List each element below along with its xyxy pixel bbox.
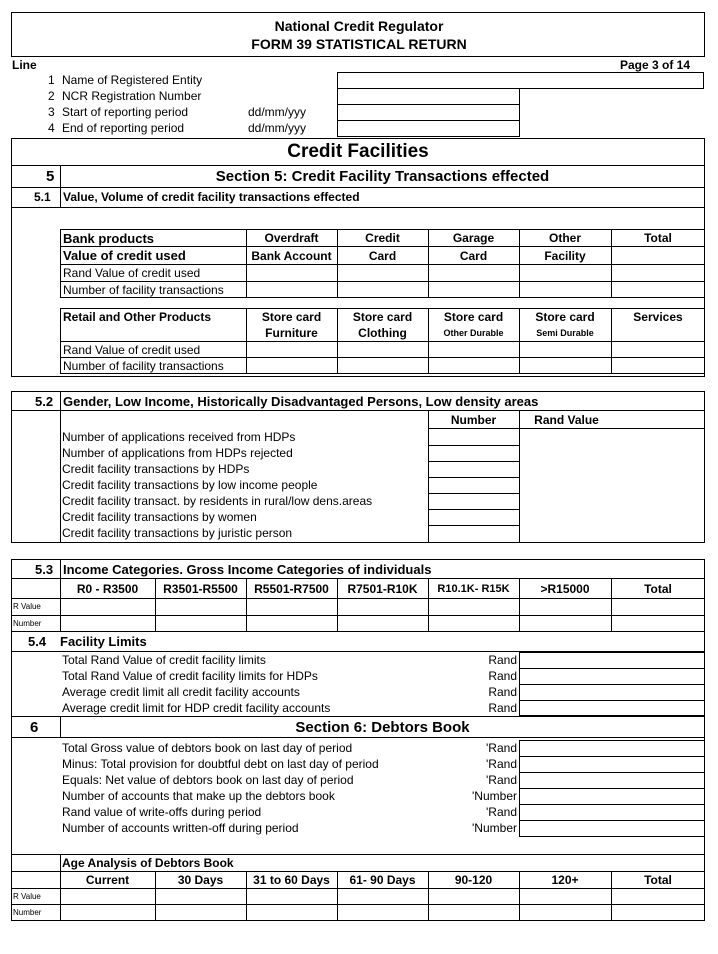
- row-label: Number of facility transactions: [63, 359, 224, 373]
- row-label: Number of applications received from HDPs: [62, 430, 296, 444]
- col-header: Credit: [365, 231, 400, 245]
- regulator-name: National Credit Regulator: [274, 18, 444, 34]
- form-title: FORM 39 STATISTICAL RETURN: [251, 36, 467, 52]
- income-col-header: Total: [644, 582, 672, 596]
- unit-label: 'Number: [472, 821, 517, 835]
- row-label: Credit facility transactions by low income people: [62, 478, 318, 492]
- subsection-number: 5.4: [28, 634, 47, 649]
- row-label: Credit facility transactions by women: [62, 510, 257, 524]
- debtors-label: Total Gross value of debtors book on last day of period: [62, 741, 353, 755]
- subsection-number: 5.1: [34, 190, 51, 204]
- col-header: Store card: [443, 310, 504, 324]
- subsection-5-4-title: Facility Limits: [60, 634, 147, 649]
- limit-label: Total Rand Value of credit facility limits: [62, 653, 266, 667]
- age-col-header: 61- 90 Days: [349, 873, 416, 887]
- income-col-header: R0 - R3500: [76, 582, 139, 596]
- debtors-value-field[interactable]: [519, 788, 705, 805]
- row-label: Rand Value of credit used: [63, 343, 201, 357]
- row-label: Number of applications from HDPs rejected: [62, 446, 293, 460]
- income-col-header: R3501-R5500: [163, 582, 238, 596]
- row-label: Credit facility transactions by juristic person: [62, 526, 293, 540]
- unit-label: 'Number: [472, 789, 517, 803]
- unit-label: 'Rand: [486, 805, 517, 819]
- date-format-hint: dd/mm/yyy: [248, 121, 307, 135]
- col-header-number: Number: [450, 413, 497, 427]
- section-5-title: Section 5: Credit Facility Transactions effected: [215, 168, 550, 185]
- unit-label: 'Rand: [486, 741, 517, 755]
- section-number: 5: [46, 168, 55, 185]
- limit-value-field[interactable]: [519, 700, 705, 716]
- unit-label: Rand: [488, 685, 517, 699]
- row-label: Number of facility transactions: [63, 283, 224, 297]
- age-col-header: Total: [644, 873, 672, 887]
- unit-label: Rand: [488, 669, 517, 683]
- end-period-field[interactable]: [337, 120, 520, 137]
- date-format-hint: dd/mm/yyy: [248, 105, 307, 119]
- subsection-5-3-title: Income Categories. Gross Income Categories of individuals: [63, 562, 432, 577]
- unit-label: Rand: [488, 653, 517, 667]
- col-header: Services: [633, 310, 683, 324]
- limit-label: Total Rand Value of credit facility limits for HDPs: [62, 669, 318, 683]
- ncr-number-field[interactable]: [337, 88, 520, 105]
- subsection-5-1-title: Value, Volume of credit facility transactions effected: [63, 190, 360, 204]
- col-header-rand-value: Rand Value: [534, 413, 599, 427]
- row-label: R Value: [13, 602, 41, 611]
- col-subheader: Card: [459, 249, 488, 263]
- start-period-field[interactable]: [337, 104, 520, 121]
- col-subheader: Semi Durable: [536, 328, 594, 338]
- line-number: 2: [48, 89, 55, 103]
- age-col-header: 30 Days: [177, 873, 224, 887]
- entity-label: Name of Registered Entity: [62, 73, 203, 87]
- limit-label: Average credit limit all credit facility accounts: [62, 685, 300, 699]
- line-number: 3: [48, 105, 55, 119]
- income-col-header: >R15000: [540, 582, 590, 596]
- age-col-header: Current: [85, 873, 130, 887]
- age-col-header: 90-120: [454, 873, 493, 887]
- section-number: 6: [30, 719, 39, 736]
- row-label: R Value: [13, 892, 41, 901]
- entity-name-field[interactable]: [337, 72, 704, 89]
- debtors-value-field[interactable]: [519, 804, 705, 821]
- unit-label: 'Rand: [486, 773, 517, 787]
- limit-label: Average credit limit for HDP credit facility accounts: [62, 701, 331, 715]
- row-label: Credit facility transactions by HDPs: [62, 462, 250, 476]
- income-col-header: R7501-R10K: [347, 582, 418, 596]
- debtors-label: Rand value of write-offs during period: [62, 805, 262, 819]
- debtors-value-field[interactable]: [519, 756, 705, 773]
- debtors-label: Minus: Total provision for doubtful debt on last day of period: [62, 757, 379, 771]
- subsection-5-2-title: Gender, Low Income, Historically Disadvantaged Persons, Low density areas: [63, 394, 539, 409]
- income-col-header: R10.1K- R15K: [437, 583, 510, 595]
- limit-value-field[interactable]: [519, 652, 705, 669]
- retail-products-heading: Retail and Other Products: [63, 310, 212, 324]
- debtors-label: Number of accounts that make up the debtors book: [62, 789, 335, 803]
- limit-value-field[interactable]: [519, 668, 705, 685]
- credit-facilities-title: Credit Facilities: [287, 141, 429, 162]
- value-of-credit-heading: Value of credit used: [63, 248, 186, 263]
- col-header: Overdraft: [264, 231, 319, 245]
- entity-label: End of reporting period: [62, 121, 185, 135]
- col-subheader: Other Durable: [443, 328, 504, 338]
- col-subheader: Card: [368, 249, 397, 263]
- bank-products-heading: Bank products: [63, 231, 155, 246]
- row-label: Rand Value of credit used: [63, 266, 201, 280]
- col-subheader: Clothing: [358, 326, 407, 340]
- row-label: Number: [13, 908, 42, 917]
- col-header: Garage: [452, 231, 495, 245]
- limit-value-field[interactable]: [519, 684, 705, 701]
- unit-label: 'Rand: [486, 757, 517, 771]
- debtors-value-field[interactable]: [519, 772, 705, 789]
- debtors-label: Equals: Net value of debtors book on last day of period: [62, 773, 354, 787]
- section-6-title: Section 6: Debtors Book: [295, 719, 470, 736]
- income-col-header: R5501-R7500: [254, 582, 329, 596]
- debtors-label: Number of accounts written-off during period: [62, 821, 299, 835]
- form-header: [11, 12, 705, 57]
- col-subheader: Facility: [544, 249, 586, 263]
- entity-label: NCR Registration Number: [62, 89, 202, 103]
- col-subheader: Furniture: [265, 326, 318, 340]
- col-header: Store card: [352, 310, 413, 324]
- age-analysis-title: Age Analysis of Debtors Book: [62, 856, 234, 870]
- page-number: Page 3 of 14: [620, 58, 691, 72]
- age-col-header: 120+: [551, 873, 579, 887]
- line-label: Line: [12, 58, 37, 72]
- debtors-value-field[interactable]: [519, 820, 705, 837]
- row-label: Credit facility transact. by residents in rural/low dens.areas: [62, 494, 373, 508]
- subsection-number: 5.3: [35, 562, 54, 577]
- line-number: 1: [48, 73, 55, 87]
- row-label: Number: [13, 619, 42, 628]
- unit-label: Rand: [488, 701, 517, 715]
- col-header: Total: [644, 231, 672, 245]
- col-header: Other: [548, 231, 581, 245]
- debtors-value-field[interactable]: [519, 740, 705, 757]
- entity-label: Start of reporting period: [62, 105, 189, 119]
- col-header: Store card: [535, 310, 595, 324]
- line-number: 4: [48, 121, 55, 135]
- col-header: Store card: [261, 310, 322, 324]
- age-col-header: 31 to 60 Days: [253, 873, 330, 887]
- col-subheader: Bank Account: [251, 249, 332, 263]
- subsection-number: 5.2: [35, 394, 54, 409]
